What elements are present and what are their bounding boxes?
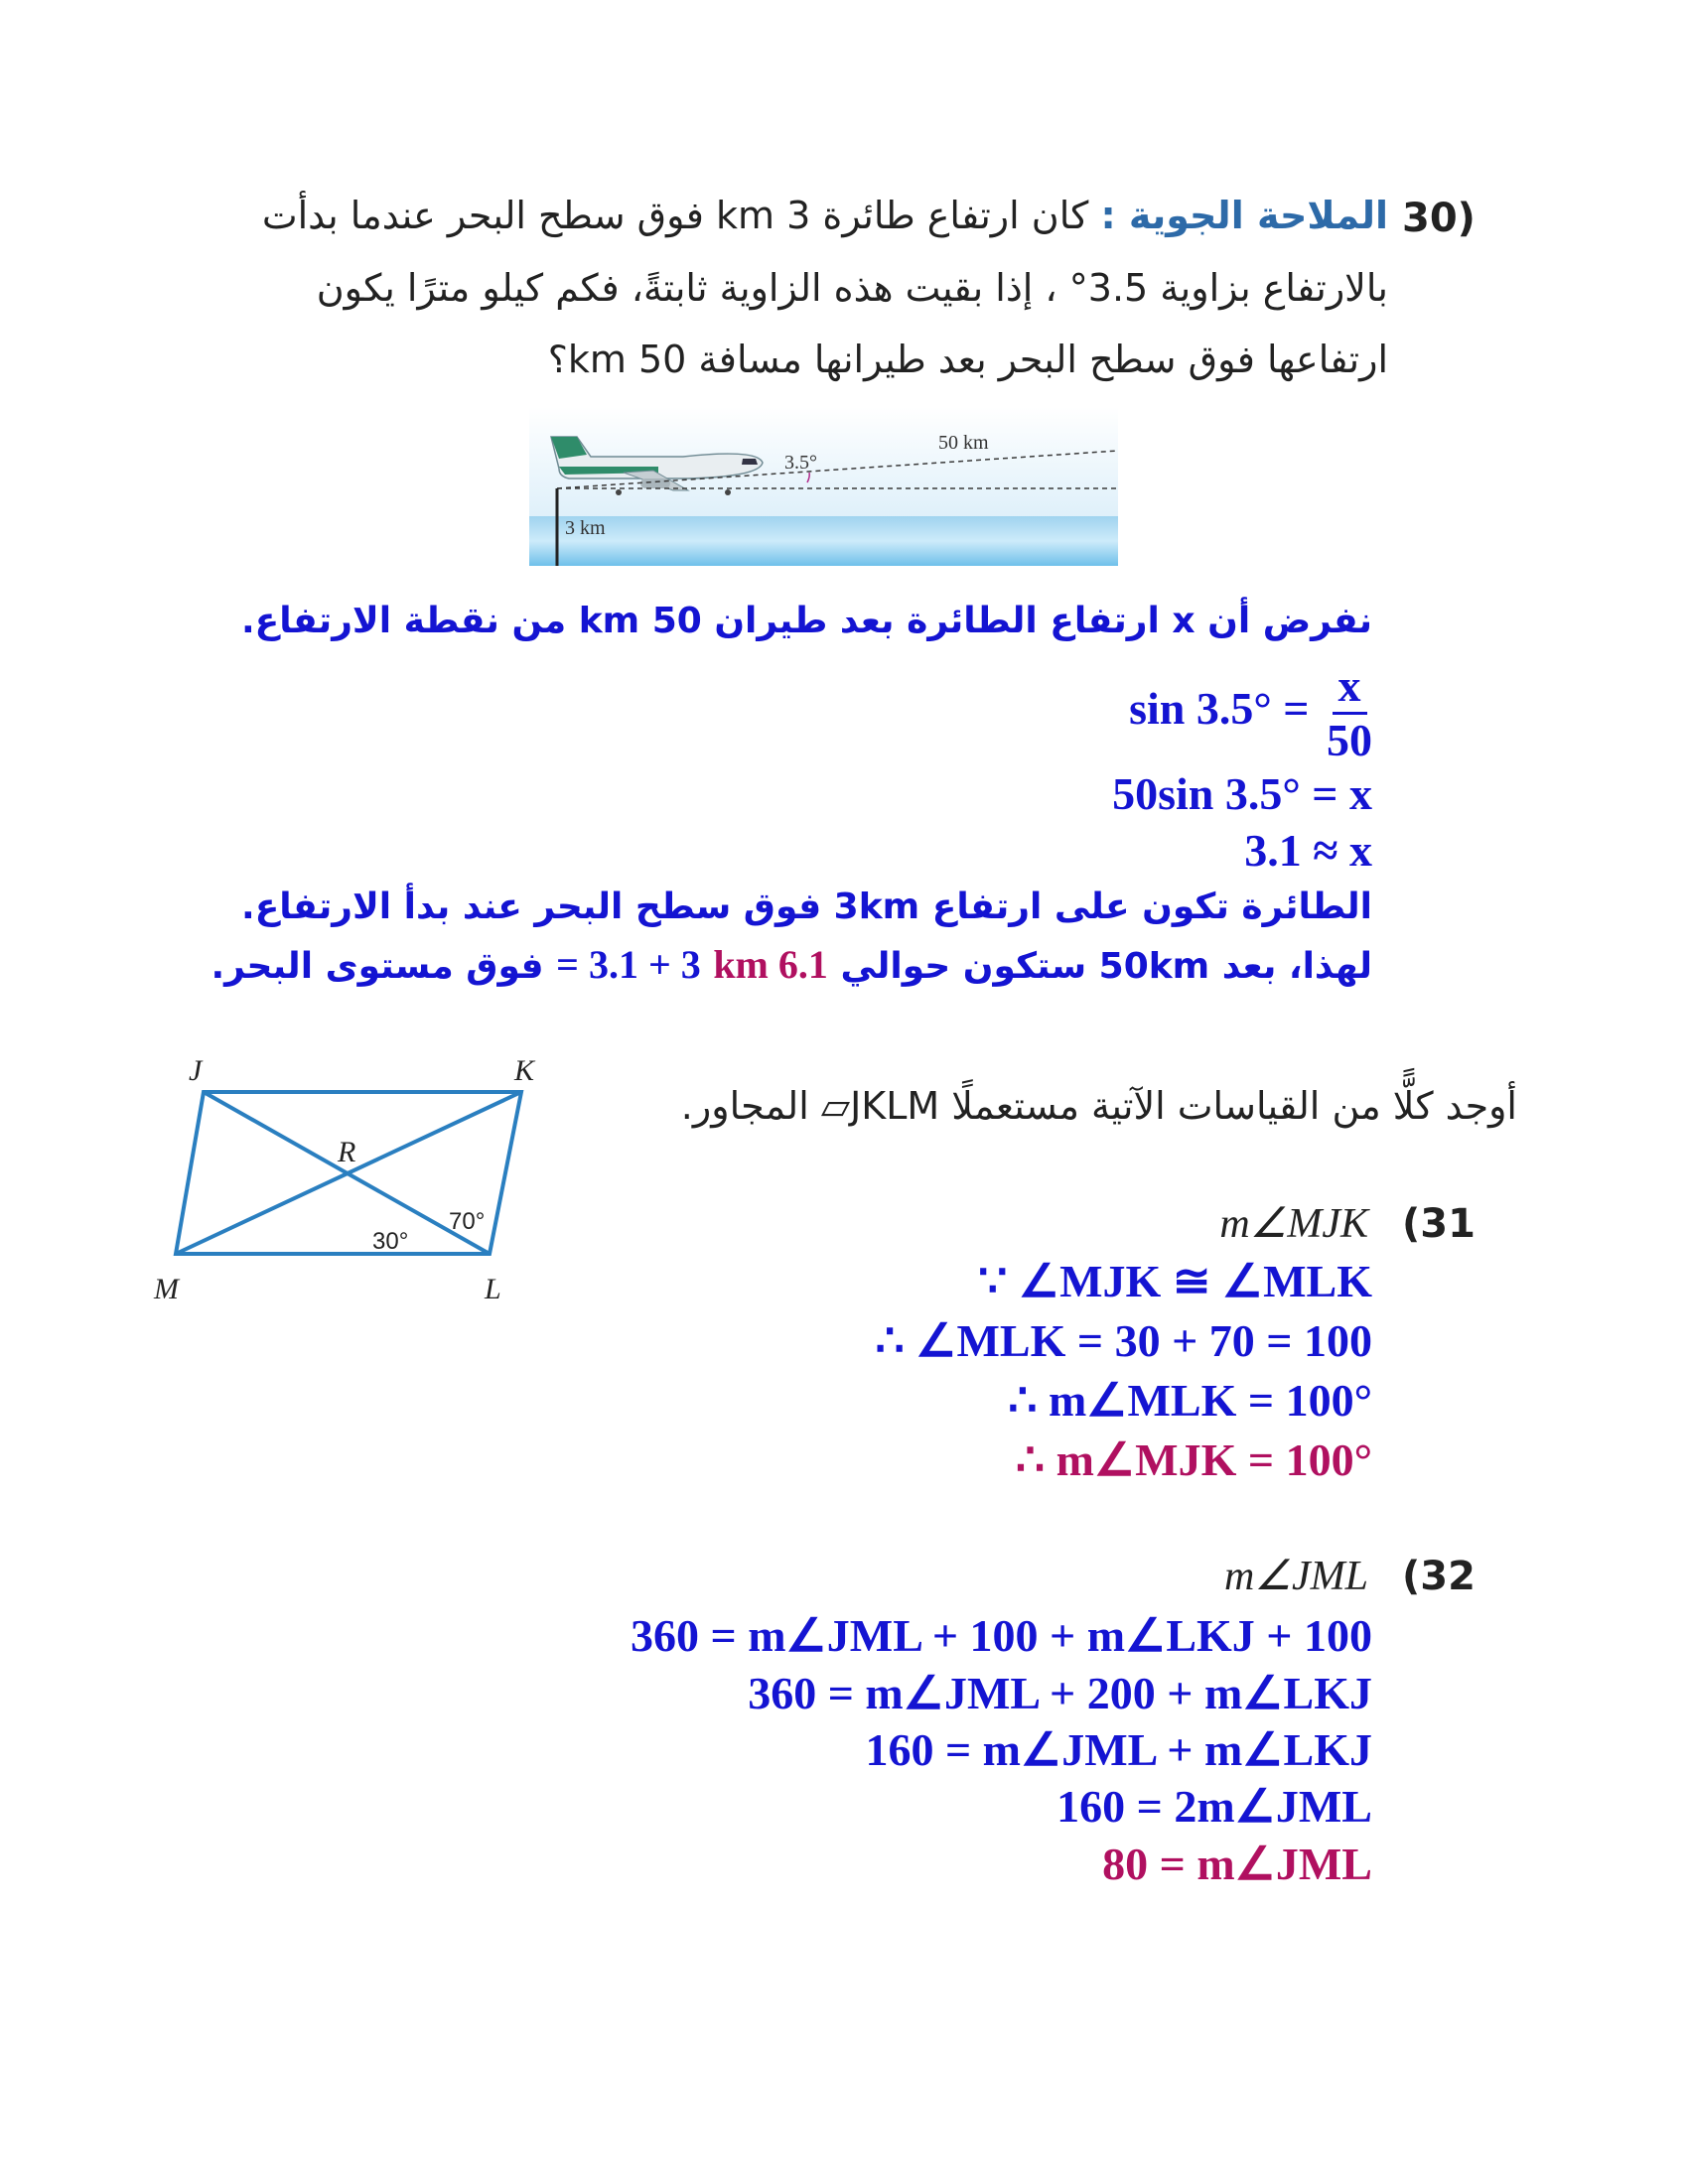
height-label: 3 km xyxy=(565,517,606,539)
q31-line-3: ∴ m∠MLK = 100° xyxy=(1008,1375,1372,1426)
question-30-text-1: كان ارتفاع طائرة 3 km فوق سطح البحر عندما بدأت xyxy=(261,194,1089,237)
angle-70: 70° xyxy=(449,1208,486,1235)
q32-line-3: 160 = m∠JML + m∠LKJ xyxy=(865,1724,1372,1775)
q32-final-answer: 80 = m∠JML xyxy=(1102,1839,1372,1889)
topic-label: الملاحة الجوية : xyxy=(1100,194,1388,237)
solution-30-assumption: نفرض أن x ارتفاع الطائرة بعد طيران 50 km من نقطة الارتفاع. xyxy=(240,601,1372,641)
angle-label: 3.5° xyxy=(784,452,817,474)
q32-line-1: 360 = m∠JML + 100 + m∠LKJ + 100 xyxy=(631,1610,1372,1661)
q31-line-2: ∴ ∠MLK = 30 + 70 = 100 xyxy=(875,1315,1372,1366)
vertex-j: J xyxy=(189,1054,203,1087)
conclusion-text-b: فوق مستوى البحر. xyxy=(211,946,544,987)
conclusion-text-a: لهذا، بعد 50km ستكون حوالي xyxy=(840,946,1372,987)
question-31-prompt: m∠MJK xyxy=(1219,1201,1368,1247)
distance-label: 50 km xyxy=(938,432,989,454)
eq1-left: sin 3.5° = xyxy=(1129,683,1310,735)
question-32-prompt: m∠JML xyxy=(1224,1554,1368,1599)
eq1-fraction xyxy=(1327,660,1372,766)
q31-line-1: ∵ ∠MJK ≅ ∠MLK xyxy=(978,1256,1372,1306)
question-30-line-2: بالارتفاع بزاوية 3.5° ، إذا بقيت هذه الزاوية ثابتةً، فكم كيلو مترًا يكون xyxy=(316,266,1388,310)
question-30-number: 30) xyxy=(1402,196,1476,241)
vertex-k: K xyxy=(514,1054,535,1087)
vertex-l: L xyxy=(485,1273,501,1305)
vertex-m: M xyxy=(154,1273,179,1305)
q32-line-2: 360 = m∠JML + 200 + m∠LKJ xyxy=(748,1668,1372,1718)
instructions-text: أوجد كلًّا من القياسات الآتية مستعملًا JKLM▱ المجاور. xyxy=(680,1084,1517,1128)
solution-30-conclusion xyxy=(211,941,1372,988)
solution-30-eq2: 50sin 3.5° = x xyxy=(1112,768,1372,819)
eq1-denominator: 50 xyxy=(1327,715,1372,765)
solution-30-eq1 xyxy=(1129,660,1372,766)
airplane-figure xyxy=(529,407,1118,566)
solution-30-eq3: 3.1 ≈ x xyxy=(1244,825,1372,876)
question-31-number: (31 xyxy=(1402,1201,1476,1247)
conclusion-answer: 6.1 km xyxy=(713,942,828,987)
parallelogram-figure xyxy=(149,1050,566,1308)
intersection-r: R xyxy=(338,1136,356,1168)
question-30-line-3: ارتفاعها فوق سطح البحر بعد طيرانها مسافة 50 km؟ xyxy=(547,338,1388,381)
question-30-line-1 xyxy=(262,194,1388,237)
eq1-numerator: x xyxy=(1333,660,1367,715)
question-32-number: (32 xyxy=(1402,1554,1476,1599)
conclusion-expression: = 3.1 + 3 xyxy=(556,942,701,987)
q31-final-answer: ∴ m∠MJK = 100° xyxy=(1015,1434,1372,1485)
solution-30-note: الطائرة تكون على ارتفاع 3km فوق سطح البحر عند بدأ الارتفاع. xyxy=(241,887,1372,927)
q32-line-4: 160 = 2m∠JML xyxy=(1056,1781,1372,1832)
angle-30: 30° xyxy=(372,1228,409,1255)
